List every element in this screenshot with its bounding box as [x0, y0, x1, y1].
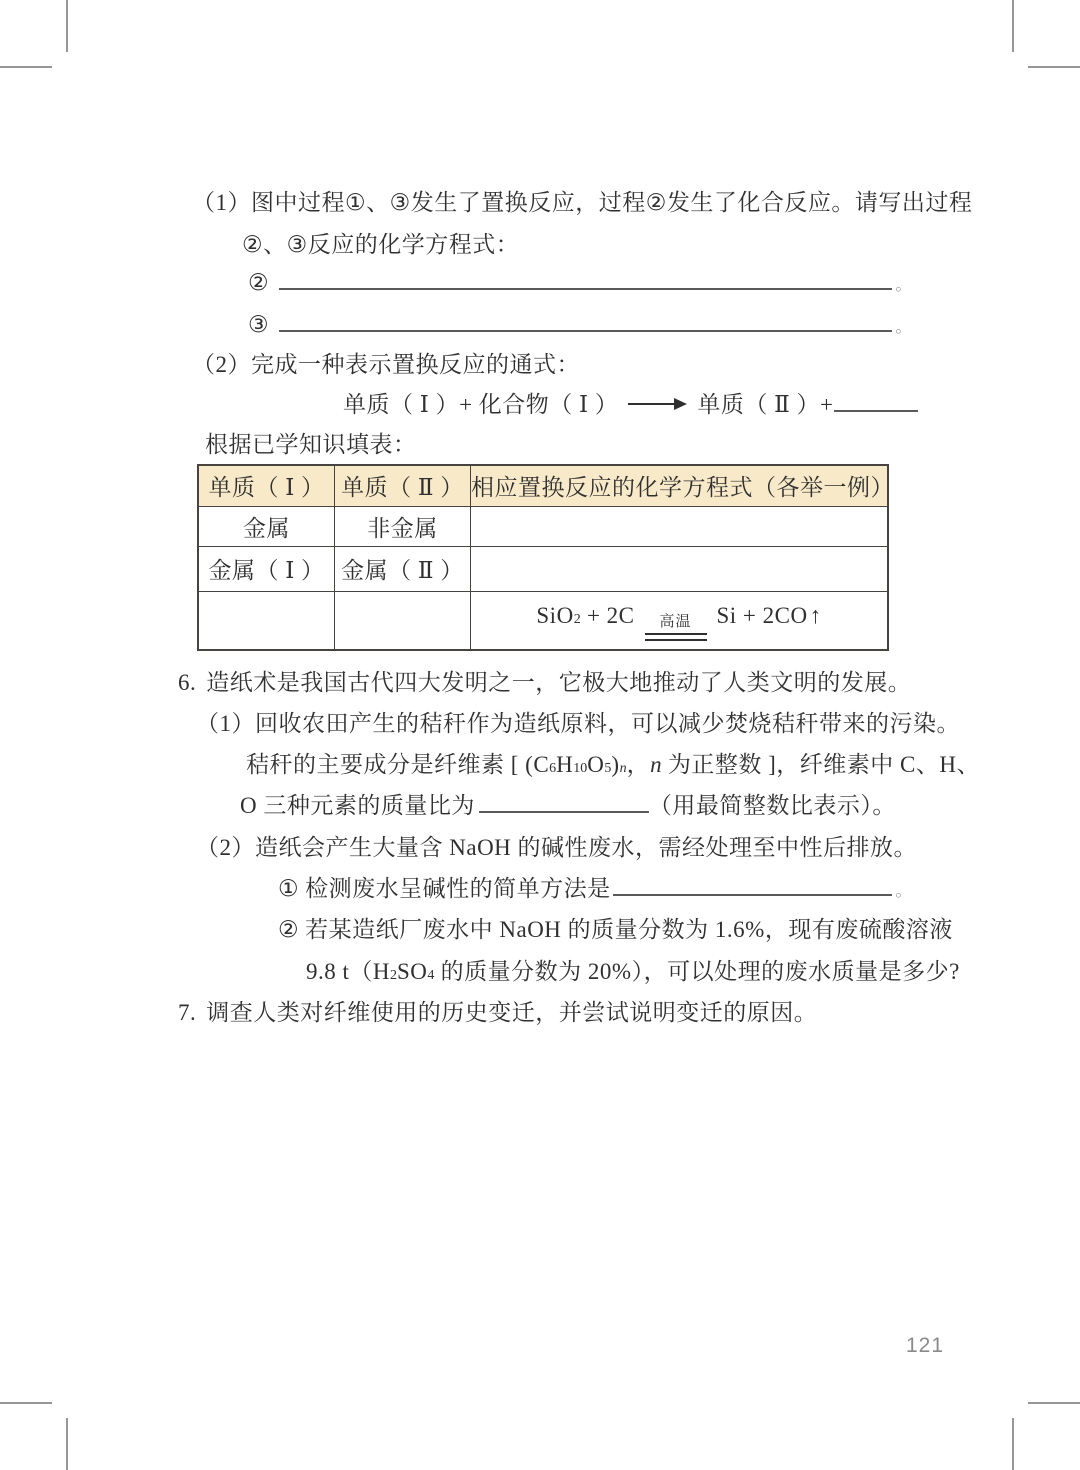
reaction-condition: [645, 614, 707, 641]
table-cell: 金属: [198, 506, 335, 546]
formula-right: 单质（ Ⅱ ）+: [697, 392, 834, 417]
q6-part1-line3: [240, 791, 896, 821]
q6-part2-item2-line2: [306, 957, 960, 991]
crop-mark-top-left-v: [66, 0, 68, 52]
item2-so: SO: [397, 959, 428, 984]
circled-2-label: ②: [278, 917, 300, 942]
crop-mark-bottom-right-v: [1012, 1418, 1014, 1470]
item1-text: 检测废水呈碱性的简单方法是: [305, 876, 611, 901]
cellulose-formula-post: 为正整数 ]，纤维素中 C、H、: [661, 752, 980, 777]
sub-4: 4: [427, 968, 435, 983]
table-intro: [205, 430, 417, 460]
blank-period: 。: [895, 319, 912, 336]
q1-line1: [192, 188, 972, 218]
cellulose-h: H: [556, 752, 574, 777]
q1-blank-row-3: [248, 310, 912, 343]
sub-2: 2: [390, 968, 397, 983]
eq-products: Si + 2CO: [716, 603, 808, 628]
q6-part1-line1: [196, 709, 960, 739]
crop-mark-top-left-h: [0, 66, 52, 68]
gas-up-arrow-icon: ↑: [809, 603, 822, 628]
q7-text: 调查人类对纤维使用的历史变迁，并尝试说明变迁的原因。: [206, 1000, 818, 1025]
formula-left: 单质（ Ⅰ ）+ 化合物（ Ⅰ ）: [343, 392, 619, 417]
circled-3-label: ③: [248, 312, 270, 337]
answer-blank-eq3: [279, 326, 892, 332]
table-cell: [335, 591, 471, 650]
item2-text2-pre: 9.8 t（H: [306, 959, 390, 984]
displacement-table: [197, 464, 894, 651]
crop-mark-bottom-left-v: [66, 1418, 68, 1470]
eq-reactant1-subscript: 2: [573, 612, 581, 627]
formula-answer-blank: [834, 406, 918, 412]
sub-6: 6: [549, 761, 557, 776]
table-cell-empty: [471, 506, 889, 546]
double-line-icon: [645, 633, 707, 641]
circled-2-label: ②: [248, 270, 270, 295]
comma: ，: [626, 752, 651, 777]
q1-text2: ②、③反应的化学方程式：: [242, 232, 520, 257]
q6-part2-label: （2）: [196, 835, 255, 860]
q6-part1-text1: 回收农田产生的秸秆作为造纸原料，可以减少焚烧秸秆带来的污染。: [255, 711, 960, 736]
cellulose-o: O: [587, 752, 605, 777]
q6-part1-label: （1）: [196, 711, 255, 736]
general-formula: [343, 390, 918, 420]
table-cell: 金属（ Ⅰ ）: [198, 546, 335, 591]
q6-part2-item2-line1: [278, 915, 953, 945]
q7-number: 7.: [178, 1000, 197, 1025]
crop-mark-top-right-h: [1028, 66, 1080, 68]
q1-label: （1）: [192, 190, 251, 215]
sub-10: 10: [573, 761, 588, 776]
cellulose-formula-pre: 秸秆的主要成分是纤维素 [ (C: [246, 752, 550, 777]
table-header-cell: 相应置换反应的化学方程式（各举一例）: [471, 465, 889, 506]
table-cell: 金属（ Ⅱ ）: [335, 546, 471, 591]
table-intro-text: 根据已学知识填表：: [205, 432, 417, 457]
q1-text1: 图中过程①、③发生了置换反应，过程②发生了化合反应。请写出过程: [251, 190, 973, 215]
reaction-arrow-icon: [628, 398, 687, 410]
page-number: 121: [906, 1334, 945, 1357]
q7: [178, 998, 817, 1028]
q6-part2-line1: [196, 833, 917, 863]
blank-period: 。: [895, 883, 912, 900]
item2-text1: 若某造纸厂废水中 NaOH 的质量分数为 1.6%，现有废硫酸溶液: [305, 917, 953, 942]
table-header-cell: 单质（ Ⅱ ）: [335, 465, 471, 506]
chemical-equation: [536, 603, 821, 638]
table-cell-empty: [471, 546, 889, 591]
table-row: [198, 546, 888, 591]
eq-reactant1: SiO: [536, 603, 574, 628]
q6-part2-text1: 造纸会产生大量含 NaOH 的碱性废水，需经处理至中性后排放。: [255, 835, 918, 860]
table-cell: 非金属: [335, 506, 471, 546]
n-subscript: n: [619, 761, 627, 776]
method-answer-blank: [613, 890, 893, 896]
blank-period: 。: [895, 277, 912, 294]
q6-part1-line2: [246, 750, 980, 784]
ratio-answer-blank: [479, 807, 649, 813]
q1-blank-row-2: [248, 268, 912, 301]
q2-label: （2）: [192, 352, 251, 377]
crop-mark-top-right-v: [1012, 0, 1014, 52]
condition-text: 高温: [659, 614, 692, 630]
eq-reactant2: + 2C: [580, 603, 635, 628]
sub-5: 5: [604, 761, 612, 776]
q2-title-text: 完成一种表示置换反应的通式：: [251, 352, 580, 377]
close-paren: ): [611, 752, 620, 777]
ratio-text-post: （用最简整数比表示）。: [648, 793, 896, 818]
table-header-cell: 单质（ Ⅰ ）: [198, 465, 335, 506]
crop-mark-bottom-right-h: [1028, 1402, 1080, 1404]
q6-intro-text: 造纸术是我国古代四大发明之一，它极大地推动了人类文明的发展。: [206, 670, 912, 695]
table-row: [198, 506, 888, 546]
crop-mark-bottom-left-h: [0, 1402, 52, 1404]
table-header-row: [198, 465, 888, 506]
n-variable: n: [650, 752, 662, 777]
q1-line2: [242, 230, 519, 260]
circled-1-label: ①: [278, 876, 300, 901]
ratio-text-pre: O 三种元素的质量比为: [240, 793, 475, 818]
table-cell-equation: [471, 591, 889, 650]
q2-title: [192, 350, 580, 380]
item2-text2-post: 的质量分数为 20%），可以处理的废水质量是多少?: [434, 959, 960, 984]
q6-number: 6.: [178, 670, 197, 695]
answer-blank-eq2: [279, 284, 892, 290]
table-cell: [198, 591, 335, 650]
q6-part2-item1: [278, 874, 912, 907]
table-row: [198, 591, 888, 650]
q6-intro: [178, 668, 911, 698]
